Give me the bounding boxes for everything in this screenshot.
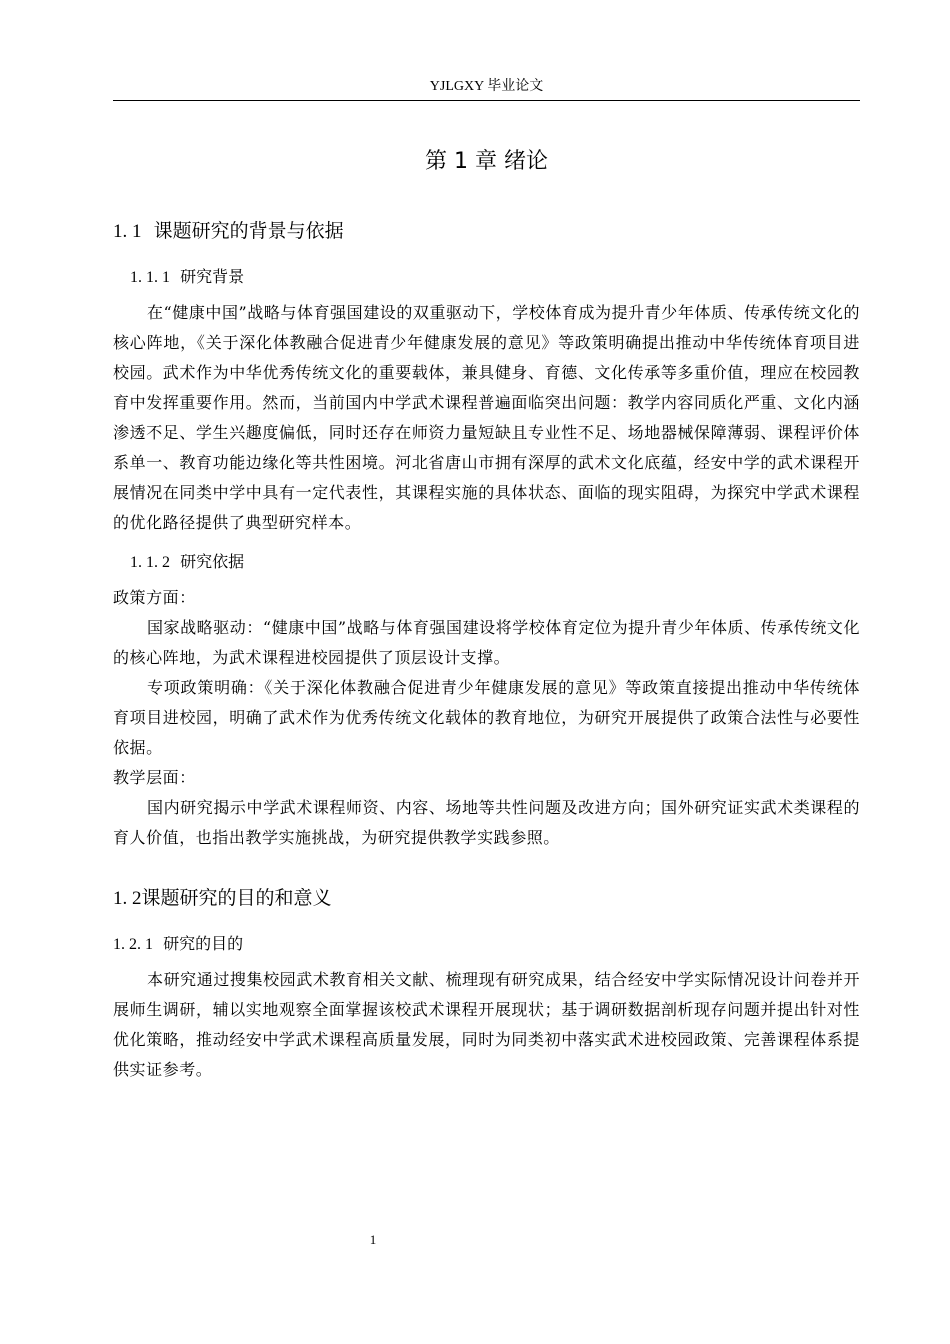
subsection-title: 研究的目的	[163, 934, 244, 953]
subsection-number: 1. 1. 1	[130, 269, 170, 286]
chapter-title: 第 1 章 绪论	[425, 149, 548, 174]
section-number: 1. 1	[113, 221, 142, 242]
spacer	[113, 853, 860, 883]
header-rule	[113, 100, 860, 101]
page-number: 1	[369, 1232, 377, 1247]
section-number: 1. 2	[113, 888, 142, 909]
running-header: YJLGXY 毕业论文	[429, 79, 544, 94]
section-heading-1-1	[113, 216, 860, 247]
section-heading-1-2	[113, 883, 860, 914]
subsection-number: 1. 2. 1	[113, 936, 153, 953]
section-title: 课题研究的背景与依据	[153, 220, 344, 242]
teaching-paragraph: 国内研究揭示中学武术课程师资、内容、场地等共性问题及改进方向；国外研究证实武术类课程的育人价值，也指出教学实施挑战，为研究提供教学实践参照。	[113, 798, 860, 847]
subsection-title: 研究依据	[180, 552, 245, 571]
policy-label: 政策方面：	[113, 588, 196, 607]
subsection-heading-1-1-1	[113, 263, 860, 292]
policy-paragraph-national: 国家战略驱动：“健康中国”战略与体育强国建设将学校体育定位为提升青少年体质、传承传统文化的核心阵地，为武术课程进校园提供了顶层设计支撑。	[113, 618, 860, 667]
purpose-paragraph: 本研究通过搜集校园武术教育相关文献、梳理现有研究成果，结合经安中学实际情况设计问卷并开展师生调研，辅以实地观察全面掌握该校武术课程开展现状；基于调研数据剖析现存问题并提出针对性优化策略，推动经安中学武术课程高质量发展，同时为同类初中落实武术进校园政策、完善课程体系提供实证参考。	[113, 970, 860, 1079]
section-title: 课题研究的目的和意义	[141, 887, 332, 909]
background-paragraph: 在“健康中国”战略与体育强国建设的双重驱动下，学校体育成为提升青少年体质、传承传统文化的核心阵地，《关于深化体教融合促进青少年健康发展的意见》等政策明确提出推动中华传统体育项目进校园。武术作为中华优秀传统文化的重要载体，兼具健身、育德、文化传承等多重价值，理应在校园教育中发挥重要作用。然而，当前国内中学武术课程普遍面临突出问题：教学内容同质化严重、文化内涵渗透不足、学生兴趣度偏低，同时还存在师资力量短缺且专业性不足、场地器械保障薄弱、课程评价体系单一、教育功能边缘化等共性困境。河北省唐山市拥有深厚的武术文化底蕴，经安中学的武术课程开展情况在同类中学中具有一定代表性，其课程实施的具体状态、面临的现实阻碍，为探究中学武术课程的优化路径提供了典型研究样本。	[113, 303, 860, 532]
subsection-number: 1. 1. 2	[130, 554, 170, 571]
subsection-heading-1-2-1	[113, 930, 860, 959]
subsection-heading-1-1-2	[113, 548, 860, 577]
subsection-title: 研究背景	[180, 267, 245, 286]
teaching-label: 教学层面：	[113, 768, 196, 787]
page-content	[113, 142, 860, 1085]
policy-paragraph-specific: 专项政策明确：《关于深化体教融合促进青少年健康发展的意见》等政策直接提出推动中华传统体育项目进校园，明确了武术作为优秀传统文化载体的教育地位，为研究开展提供了政策合法性与必要性依据。	[113, 678, 860, 757]
spacer	[113, 538, 860, 548]
